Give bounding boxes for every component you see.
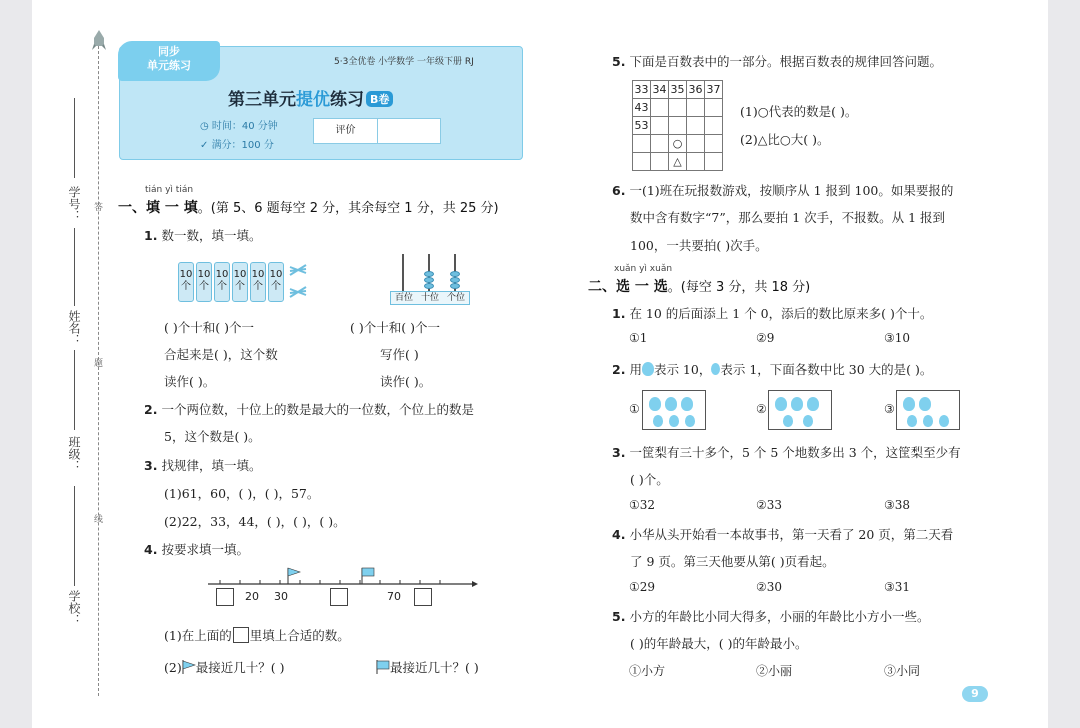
class-line (74, 350, 75, 430)
grid-cell (651, 135, 669, 153)
option[interactable]: ③小同 (884, 664, 921, 678)
class-label: 班级： (67, 436, 81, 472)
option[interactable]: ①29 (629, 580, 656, 594)
stick-bundle: 10个 (250, 262, 266, 302)
section2-heading (588, 276, 810, 296)
question-2-4 (612, 525, 953, 543)
question-1-6 (612, 181, 953, 199)
question-text: 在 10 的后面添上 1 个 0，添后的数比原来多( )个十。 (629, 306, 933, 321)
tag-line: 单元练习 (147, 59, 191, 72)
abacus-bead (424, 271, 434, 277)
option[interactable]: ③ (884, 402, 895, 416)
option[interactable]: ②33 (756, 498, 783, 512)
question-text: 5，这个数是( )。 (164, 429, 261, 444)
hundred-chart-grid (632, 80, 723, 171)
pear-icon (649, 397, 661, 411)
grid-cell (687, 99, 705, 117)
option[interactable]: ②小丽 (756, 664, 793, 678)
option[interactable]: ③38 (884, 498, 911, 512)
drop-icon (669, 415, 679, 427)
pear-icon (919, 397, 931, 411)
binding-mark: 线 (94, 515, 104, 525)
abacus-bead (450, 277, 460, 283)
page-title (228, 85, 393, 110)
question-number: 3. (612, 445, 626, 460)
student-id-line (74, 98, 75, 178)
question-2-5 (612, 607, 929, 625)
option[interactable]: ②30 (756, 580, 783, 594)
binding-mark: 答 (94, 203, 104, 213)
student-id-label: 学号： (67, 186, 81, 222)
abacus-bead (424, 283, 434, 289)
option[interactable]: ①1 (629, 331, 648, 345)
question-text: 最接近几十？( ) (195, 660, 285, 675)
school-label: 学校： (67, 590, 81, 626)
question-text: 数中含有数字“7”，那么要拍 1 次手，不报数。从 1 报到 (630, 210, 946, 225)
question-text: 了 9 页。第三天他要从第( )页看起。 (630, 554, 835, 569)
q4-sub2-b (376, 658, 479, 677)
question-text: 100，一共要拍( )次手。 (630, 238, 768, 253)
section1-title: 一、填 一 填 (118, 200, 198, 216)
grid-cell (651, 99, 669, 117)
question-text: 一个两位数，十位上的数是最大的一位数，个位上的数是 (161, 402, 474, 417)
fruit-picture-c (896, 390, 960, 430)
grid-cell (651, 153, 669, 171)
question-2-2 (612, 360, 932, 378)
question-text: ( )个。 (630, 472, 669, 487)
grid-cell: 33 (633, 81, 651, 99)
question-number: 5. (612, 609, 626, 624)
question-text: 最接近几十？( ) (390, 660, 479, 675)
question-text: 小华从头开始看一本故事书，第一天看了 20 页，第二天看 (629, 527, 954, 542)
clock-icon: ◷ (200, 121, 212, 132)
abacus-bead (450, 271, 460, 277)
number-line-label: 70 (387, 590, 401, 603)
option[interactable]: ③31 (884, 580, 911, 594)
book-meta: 5·3全优卷 小学数学 一年级下册 RJ (334, 57, 474, 67)
name-label: 姓名： (67, 310, 81, 346)
question-number: 1. (612, 306, 626, 321)
drop-icon (783, 415, 793, 427)
drop-icon (711, 363, 720, 375)
abacus-rod (402, 254, 404, 292)
grid-cell: 35 (669, 81, 687, 99)
abacus-bead (424, 277, 434, 283)
stick-bundle: 10个 (268, 262, 284, 302)
question-number: 5. (612, 54, 626, 69)
pear-icon (775, 397, 787, 411)
number-line-label: 30 (274, 590, 288, 603)
grid-cell: 37 (705, 81, 723, 99)
q1-left-line: 合起来是( )，这个数 (164, 347, 278, 362)
question-text: ( )的年龄最大，( )的年龄最小。 (630, 636, 808, 651)
number-line-label: 20 (245, 590, 259, 603)
grid-cell (651, 117, 669, 135)
school-line (74, 486, 75, 586)
tag-line: 同步 (158, 45, 180, 58)
sequence-b: (2)22，33，44，( )，( )，( )。 (164, 514, 346, 529)
triangle-flag-icon (182, 660, 196, 677)
section1-heading (118, 197, 499, 217)
question-text: 一筐梨有三十多个，5 个 5 个地数多出 3 个，这筐梨至少有 (629, 445, 961, 460)
evaluation-box[interactable] (313, 118, 441, 144)
abacus-bead (450, 283, 460, 289)
question-text: 里填上合适的数。 (249, 628, 350, 643)
grid-cell (633, 153, 651, 171)
q5-sub1: (1)○代表的数是( )。 (740, 104, 858, 119)
pear-icon (791, 397, 803, 411)
grid-cell (687, 117, 705, 135)
full-score (200, 136, 274, 151)
stick-bundle: 10个 (232, 262, 248, 302)
question-1-2 (144, 400, 474, 418)
grid-cell (705, 99, 723, 117)
grid-cell: 43 (633, 99, 651, 117)
q1-left-line: 读作( )。 (164, 374, 216, 389)
option[interactable]: ② (756, 402, 767, 416)
q1-right-line: 读作( )。 (380, 374, 432, 389)
question-text: 小方的年龄比小同大得多，小丽的年龄比小方小一些。 (629, 609, 930, 624)
check-icon: ✓ (200, 140, 212, 151)
unit-header-banner (119, 46, 523, 160)
drop-icon (803, 415, 813, 427)
option[interactable]: ① (629, 402, 640, 416)
grid-cell (687, 153, 705, 171)
question-number: 4. (144, 542, 158, 557)
grid-cell (705, 117, 723, 135)
drop-icon (923, 415, 933, 427)
stick-bundle: 10个 (214, 262, 230, 302)
question-text: (1)在上面的 (164, 628, 232, 643)
grid-cell: 34 (651, 81, 669, 99)
question-text: 用 (629, 362, 642, 377)
number-line-blank[interactable] (216, 588, 234, 606)
section2-pinyin: xuǎn yì xuǎn (614, 264, 673, 274)
question-number: 1. (144, 228, 158, 243)
grid-cell (705, 135, 723, 153)
question-number: 2. (612, 362, 626, 377)
page-number: 9 (962, 686, 988, 702)
option[interactable]: ①32 (629, 498, 656, 512)
option[interactable]: ②9 (756, 331, 775, 345)
time-text: 时间：40 分钟 (211, 121, 278, 132)
question-2-3 (612, 443, 961, 461)
triangle-cell: △ (669, 153, 687, 171)
number-line-blank[interactable] (414, 588, 432, 606)
question-number: 4. (612, 527, 626, 542)
option[interactable]: ①小方 (629, 664, 666, 678)
drop-icon (939, 415, 949, 427)
evaluation-label: 评价 (314, 119, 378, 143)
pear-icon (642, 362, 654, 376)
pear-icon (665, 397, 677, 411)
sequence-a: (1)61，60，( )，( )，57。 (164, 486, 320, 501)
question-text: 一(1)班在玩报数游戏，按顺序从 1 报到 100。如果要报的 (629, 183, 954, 198)
loose-sticks-icon (288, 263, 308, 307)
grid-cell (705, 153, 723, 171)
question-text: 找规律，填一填。 (161, 458, 262, 473)
rocket-icon (92, 30, 106, 52)
sync-unit-tag (118, 41, 220, 81)
drop-icon (907, 415, 917, 427)
option[interactable]: ③10 (884, 331, 911, 345)
pear-icon (807, 397, 819, 411)
question-1-4 (144, 540, 249, 558)
q5-sub2: (2)△比○大( )。 (740, 132, 830, 147)
section2-title: 二、选 一 选 (588, 279, 668, 295)
grid-cell (687, 135, 705, 153)
pear-icon (681, 397, 693, 411)
q4-sub2 (164, 658, 284, 677)
abacus-base (390, 291, 470, 305)
number-line-blank[interactable] (330, 588, 348, 606)
circle-cell: ○ (669, 135, 687, 153)
grid-cell (669, 117, 687, 135)
stick-bundle: 10个 (196, 262, 212, 302)
question-number: 2. (144, 402, 158, 417)
q1-left-line: ( )个十和( )个一 (164, 320, 254, 335)
question-number: 6. (612, 183, 626, 198)
binding-cut-line (98, 46, 99, 696)
stick-bundle: 10个 (178, 262, 194, 302)
question-text: (2) (164, 660, 182, 675)
section1-pinyin: tián yì tián (145, 185, 194, 195)
name-line (74, 228, 75, 306)
q1-right-line: 写作( ) (380, 347, 419, 362)
square-flag-icon (376, 660, 390, 677)
section2-scoring: 。(每空 3 分，共 18 分) (667, 280, 811, 295)
question-1-1 (144, 226, 261, 244)
abacus-label: 个位 (446, 293, 465, 303)
grid-cell: 53 (633, 117, 651, 135)
question-text: 下面是百数表中的一部分。根据百数表的规律回答问题。 (629, 54, 942, 69)
question-text: 表示 1，下面各数中比 30 大的是( )。 (720, 362, 933, 377)
question-1-3 (144, 456, 261, 474)
binding-mark: 题 (94, 359, 104, 369)
fruit-picture-b (768, 390, 832, 430)
drop-icon (685, 415, 695, 427)
number-line-axis (208, 562, 480, 588)
question-text: 按要求填一填。 (161, 542, 249, 557)
question-text: 表示 10， (653, 362, 712, 377)
title-highlight: 提优 (296, 90, 330, 110)
grid-cell (633, 135, 651, 153)
worksheet-page (32, 0, 1048, 728)
grid-cell: 36 (687, 81, 705, 99)
grid-cell (669, 99, 687, 117)
drop-icon (653, 415, 663, 427)
time-limit (200, 117, 278, 132)
version-badge: B卷 (366, 91, 393, 107)
score-text: 满分：100 分 (211, 140, 274, 151)
q1-right-line: ( )个十和( )个一 (350, 320, 440, 335)
blank-box-icon (233, 627, 249, 643)
pear-icon (903, 397, 915, 411)
question-number: 3. (144, 458, 158, 473)
question-2-1 (612, 304, 932, 322)
question-1-5 (612, 52, 942, 70)
fruit-picture-a (642, 390, 706, 430)
title-part: 第三单元 (228, 90, 296, 110)
title-part: 练习 (330, 90, 364, 110)
question-text: 数一数，填一填。 (161, 228, 262, 243)
q4-sub1 (164, 626, 350, 644)
abacus-label: 十位 (420, 293, 439, 303)
abacus-label: 百位 (394, 293, 413, 303)
section1-scoring: 。(第 5、6 题每空 2 分，其余每空 1 分，共 25 分) (197, 201, 499, 216)
